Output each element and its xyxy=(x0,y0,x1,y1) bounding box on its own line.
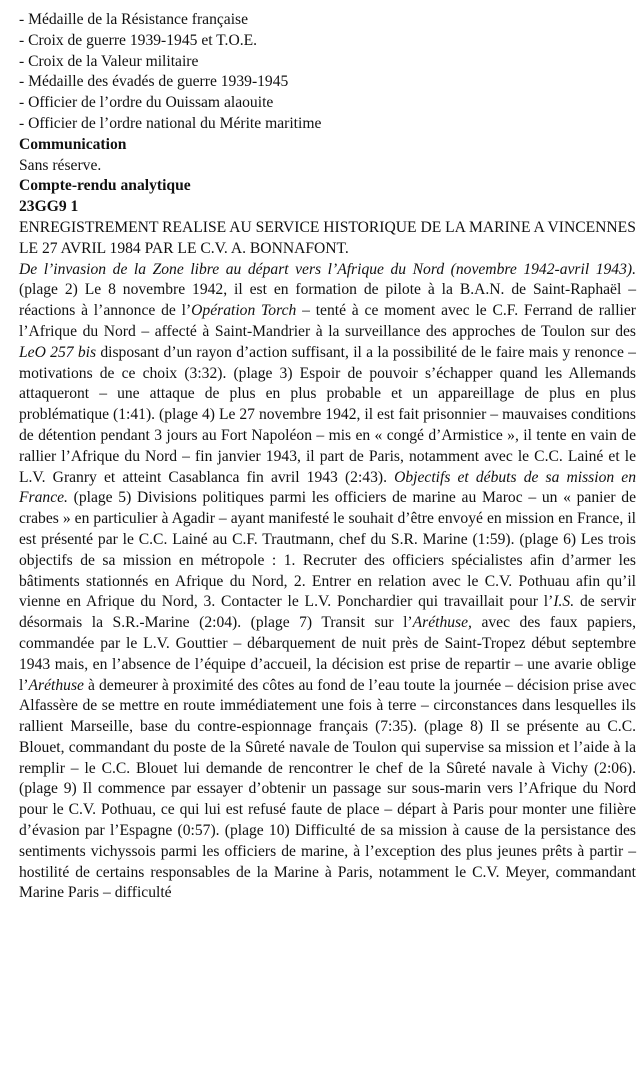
decoration-item: - Croix de la Valeur militaire xyxy=(19,52,199,70)
summary-italic-segment: Aréthuse, xyxy=(412,614,472,632)
recording-code: 23GG9 1 xyxy=(19,198,79,216)
compte-rendu-heading: Compte-rendu analytique xyxy=(19,177,191,195)
summary-italic-segment: I.S. xyxy=(553,593,575,611)
summary-italic-segment: LeO 257 bis xyxy=(19,343,97,361)
decorations-list xyxy=(19,10,636,135)
recording-title: ENREGISTREMENT REALISE AU SERVICE HISTORIQUE DE LA MARINE A VINCENNES LE 27 AVRIL 1984 PAR LE C.V. A. BONNAFONT. xyxy=(19,218,636,257)
decoration-item: - Officier de l’ordre du Ouissam alaouite xyxy=(19,94,274,112)
summary-italic-segment: Opération Torch xyxy=(191,302,297,320)
summary-text-segment: – tenté à ce moment avec le C.F. Ferrand de rallier l’Afrique du Nord – affecté à Saint-Mandrier à la surveillance des approches de Toulon sur des xyxy=(19,302,636,340)
decoration-item: - Médaille des évadés de guerre 1939-1945 xyxy=(19,73,289,91)
summary-paragraph xyxy=(19,260,636,905)
summary-text-segment: (plage 2) Le 8 novembre 1942, il est en formation de pilote à la B.A.N. de Saint-Raphaël – réactions à l’annonce de l’ xyxy=(19,281,636,320)
summary-text-segment: à demeurer à proximité des côtes au fond de l’eau toute la journée – décision prise avec Alfassère de se mettre en route immédiatement une fois à terre – circonstances dans lesquelles ils rallient Marseille, base du contre-espionnage français (7:35). (plage 8) Il se présente au C.C. Blouet, commandant du poste de la Sûreté navale de Toulon qui supervise sa mission et l’aide à la remplir – le C.C. Blouet lui demande de rencontrer le chef de la Sûreté navale à Vichy (2:06). (plage 9) Il commence par essayer d’obtenir un passage sur sous-marin vers l’Afrique du Nord pour le C.V. Pothuau, ce qui lui est refusé faute de place – départ à Paris pour monter une filière d’évasion par l’Espagne (0:57). (plage 10) Difficulté de sa mission à cause de la persistance des sentiments vichyssois parmi les officiers de marine, à l’exception des plus jeunes prêts à partir – hostilité de certains responsables de la Marine à Paris, notamment le C.V. Meyer, commandant Marine Paris – difficulté xyxy=(19,676,636,902)
communication-value: Sans réserve. xyxy=(19,156,102,174)
summary-text-segment: avec des faux papiers, commandée par le L.V. Gouttier – débarquement de nuit près de Saint-Tropez début septembre 1943 mais, en l’absence de l’équipe d’accueil, la décision est prise de repartir – une avarie oblige l’ xyxy=(19,614,636,694)
communication-heading: Communication xyxy=(19,135,127,153)
decoration-item: - Médaille de la Résistance française xyxy=(19,11,249,28)
decoration-item: - Officier de l’ordre national du Mérite maritime xyxy=(19,114,322,132)
summary-text-segment: de servir désormais la S.R.-Marine (2:04). (plage 7) Transit sur l’ xyxy=(19,593,636,632)
decoration-item: - Croix de guerre 1939-1945 et T.O.E. xyxy=(19,31,258,49)
summary-italic-segment: Objectifs et débuts de sa mission en France. xyxy=(19,468,637,507)
summary-italic-segment: Aréthuse xyxy=(28,676,84,694)
summary-text-segment: disposant d’un rayon d’action suffisant, il a la possibilité de le faire mais y renonce – motivations de ce choix (3:32). (plage 3) Espoir de pouvoir s’échapper quand les Allemands attaqueront – une attaque de plus en plus probable et un appareillage de plus en plus problématique (1:41). (plage 4) Le 27 novembre 1942, il est fait prisonnier – mauvaises conditions de détention pendant 3 jours au Fort Napoléon – mis en « congé d’Armistice », il tente en vain de rallier l’Afrique du Nord – fin janvier 1943, il part de Paris, notamment avec le C.C. Lainé et le L.V. Granry et atteint Casablanca fin avril 1943 (2:43). xyxy=(19,343,636,486)
summary-italic-segment: De l’invasion de la Zone libre au départ vers l’Afrique du Nord (novembre 1942-avril 1943). xyxy=(19,260,636,278)
summary-text-segment: (plage 5) Divisions politiques parmi les officiers de marine au Maroc – un « panier de crabes » en particulier à Agadir – ayant manifesté le souhait d’être envoyé en mission en France, il est présenté par le C.C. Lainé au C.F. Trautmann, chef du S.R. Marine (1:59). (plage 6) Les trois objectifs de sa mission en métropole : 1. Recruter des officiers spécialistes afin d’armer les bâtiments stationnés en Afrique du Nord, 2. Entrer en relation avec le C.V. Pothuau afin qu’il vienne en Afrique du Nord, 3. Contacter le L.V. Ponchardier qui travaillait pour l’ xyxy=(19,489,636,611)
